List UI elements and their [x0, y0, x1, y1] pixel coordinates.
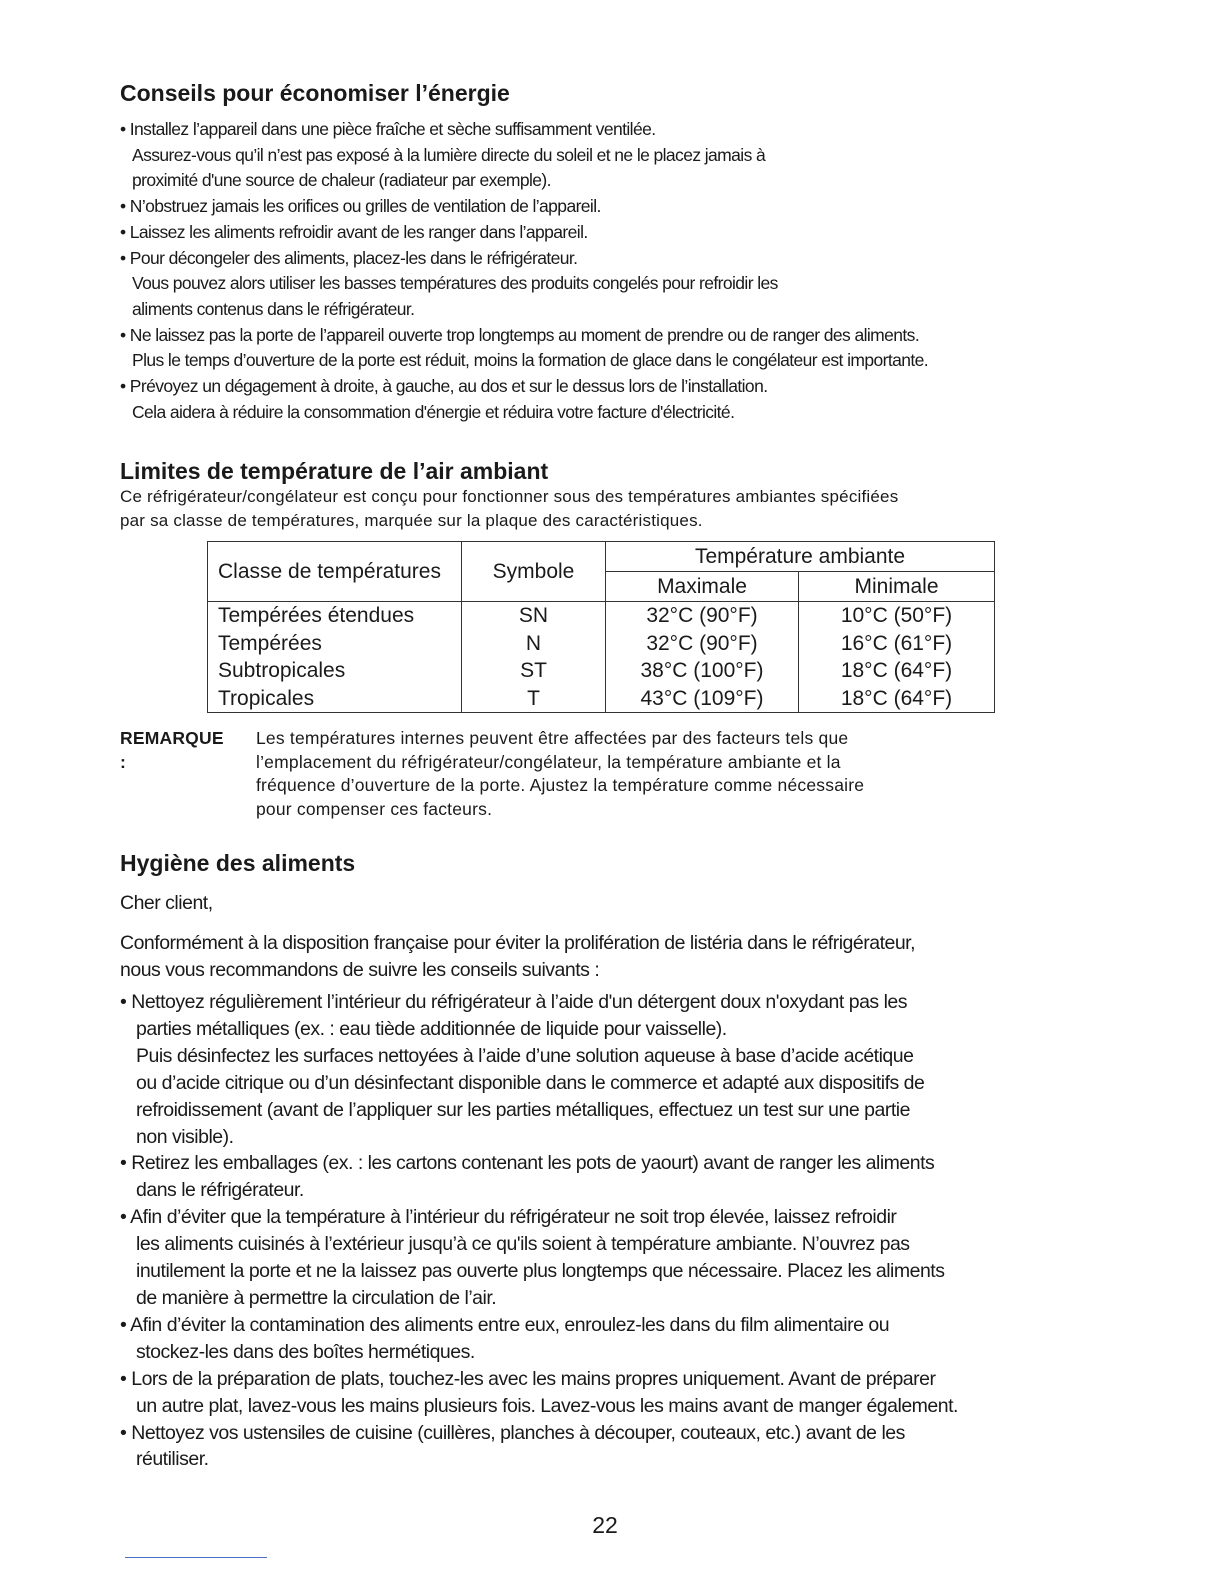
temperature-heading: Limites de température de l’air ambiant [120, 458, 549, 484]
text-line: • Nettoyez vos ustensiles de cuisine (cuillères, planches à découper, couteaux, etc.) avant de les [120, 1421, 905, 1444]
table-row [208, 657, 995, 685]
cell-symbol: SN [462, 602, 606, 630]
cell-min: 10°C (50°F) [799, 602, 995, 630]
header-min: Minimale [799, 572, 995, 602]
energy-heading: Conseils pour économiser l’énergie [120, 80, 510, 106]
text-line: pour compenser ces facteurs. [256, 798, 493, 819]
text-line: de manière à permettre la circulation de l’air. [136, 1286, 497, 1309]
page-number: 22 [592, 1512, 618, 1538]
text-line: Ce réfrigérateur/congélateur est conçu pour fonctionner sous des températures ambiantes spécifiées [120, 487, 899, 506]
text-line: • Afin d’éviter la contamination des aliments entre eux, enroulez-les dans du film alimentaire ou [120, 1313, 890, 1336]
text-line: • Afin d’éviter que la température à l’intérieur du réfrigérateur ne soit trop élevée, laissez refroidir [120, 1206, 897, 1229]
text-line: • Retirez les emballages (ex. : les cartons contenant les pots de yaourt) avant de ranger les aliments [120, 1152, 935, 1175]
header-symbol: Symbole [462, 542, 606, 602]
text-line: refroidissement (avant de l’appliquer sur les parties métalliques, effectuez un test sur une partie [136, 1098, 910, 1121]
text-line: réutiliser. [136, 1448, 209, 1471]
cell-class: Tempérées [208, 630, 462, 658]
text-line: non visible). [136, 1125, 234, 1148]
text-line: proximité d'une source de chaleur (radiateur par exemple). [132, 170, 551, 191]
cell-class: Tempérées étendues [208, 602, 462, 630]
hygiene-intro [120, 930, 915, 984]
text-line: dans le réfrigérateur. [136, 1179, 304, 1202]
hygiene-heading: Hygiène des aliments [120, 850, 356, 876]
text-line: fréquence d’ouverture de la porte. Ajustez la température comme nécessaire [256, 775, 865, 795]
cell-max: 38°C (100°F) [606, 657, 799, 685]
temperature-intro [120, 485, 898, 533]
cell-max: 32°C (90°F) [606, 602, 799, 630]
cell-min: 16°C (61°F) [799, 630, 995, 658]
footer-rule [125, 1557, 267, 1558]
cell-max: 43°C (109°F) [606, 685, 799, 713]
table-row [208, 630, 995, 658]
text-line: aliments contenus dans le réfrigérateur. [132, 298, 415, 319]
text-line: • Installez l’appareil dans une pièce fraîche et sèche suffisamment ventilée. [120, 119, 656, 139]
text-line: • Laissez les aliments refroidir avant de les ranger dans l’appareil. [120, 221, 588, 242]
text-line: les aliments cuisinés à l’extérieur jusqu’à ce qu'ils soient à température ambiante. N’ouvrez pas [136, 1233, 910, 1256]
cell-max: 32°C (90°F) [606, 630, 799, 658]
header-class: Classe de températures [208, 542, 462, 602]
remark-label: REMARQUE : [120, 728, 224, 772]
table-row [208, 602, 995, 630]
cell-symbol: T [462, 685, 606, 713]
text-line: Conformément à la disposition française pour éviter la prolifération de listéria dans le réfrigérateur, [120, 932, 916, 954]
text-line: un autre plat, lavez-vous les mains plusieurs fois. Lavez-vous les mains avant de manger également. [136, 1394, 958, 1417]
cell-symbol: ST [462, 657, 606, 685]
cell-min: 18°C (64°F) [799, 685, 995, 713]
cell-class: Subtropicales [208, 657, 462, 685]
cell-symbol: N [462, 630, 606, 658]
text-line: • Ne laissez pas la porte de l’appareil ouverte trop longtemps au moment de prendre ou de ranger des aliments. [120, 324, 920, 345]
text-line: l’emplacement du réfrigérateur/congélateur, la température ambiante et la [256, 751, 841, 772]
text-line: stockez-les dans des boîtes hermétiques. [136, 1340, 475, 1363]
greeting: Cher client, [120, 892, 213, 914]
text-line: parties métalliques (ex. : eau tiède additionnée de liquide pour vaisselle). [136, 1017, 727, 1040]
hygiene-greeting [120, 890, 213, 917]
energy-tips-list [120, 117, 928, 425]
text-line: par sa classe de températures, marquée sur la plaque des caractéristiques. [120, 511, 703, 530]
text-line: ou d’acide citrique ou d’un désinfectant disponible dans le commerce et adapté aux dispositifs de [136, 1071, 925, 1094]
text-line: Vous pouvez alors utiliser les basses températures des produits congelés pour refroidir les [132, 273, 778, 294]
header-ambient: Température ambiante [606, 542, 995, 572]
text-line: Plus le temps d’ouverture de la porte est réduit, moins la formation de glace dans le congélateur est importante. [132, 350, 929, 371]
text-line: • N’obstruez jamais les orifices ou grilles de ventilation de l’appareil. [120, 196, 601, 217]
text-line: • Prévoyez un dégagement à droite, à gauche, au dos et sur le dessus lors de l’installation. [120, 376, 768, 397]
text-line: inutilement la porte et ne la laissez pas ouverte plus longtemps que nécessaire. Placez les aliments [136, 1260, 945, 1283]
table-row [208, 685, 995, 713]
text-line: • Lors de la préparation de plats, touchez-les avec les mains propres uniquement. Avant de préparer [120, 1367, 936, 1390]
text-line: • Nettoyez régulièrement l’intérieur du réfrigérateur à l’aide d'un détergent doux n'oxydant pas les [120, 991, 908, 1013]
text-line: Puis désinfectez les surfaces nettoyées à l’aide d’une solution aqueuse à base d’acide acétique [136, 1044, 914, 1067]
text-line: • Pour décongeler des aliments, placez-les dans le réfrigérateur. [120, 247, 578, 268]
text-line: Cela aidera à réduire la consommation d'énergie et réduira votre facture d'électricité. [132, 401, 735, 422]
text-line: Assurez-vous qu’il n’est pas exposé à la lumière directe du soleil et ne le placez jamais à [132, 144, 766, 165]
text-line: Les températures internes peuvent être affectées par des facteurs tels que [256, 728, 849, 748]
header-max: Maximale [606, 572, 799, 602]
text-line: nous vous recommandons de suivre les conseils suivants : [120, 958, 600, 981]
temperature-class-table [207, 541, 995, 713]
hygiene-tips-list [120, 989, 958, 1473]
remark-text [256, 727, 864, 821]
cell-min: 18°C (64°F) [799, 657, 995, 685]
cell-class: Tropicales [208, 685, 462, 713]
